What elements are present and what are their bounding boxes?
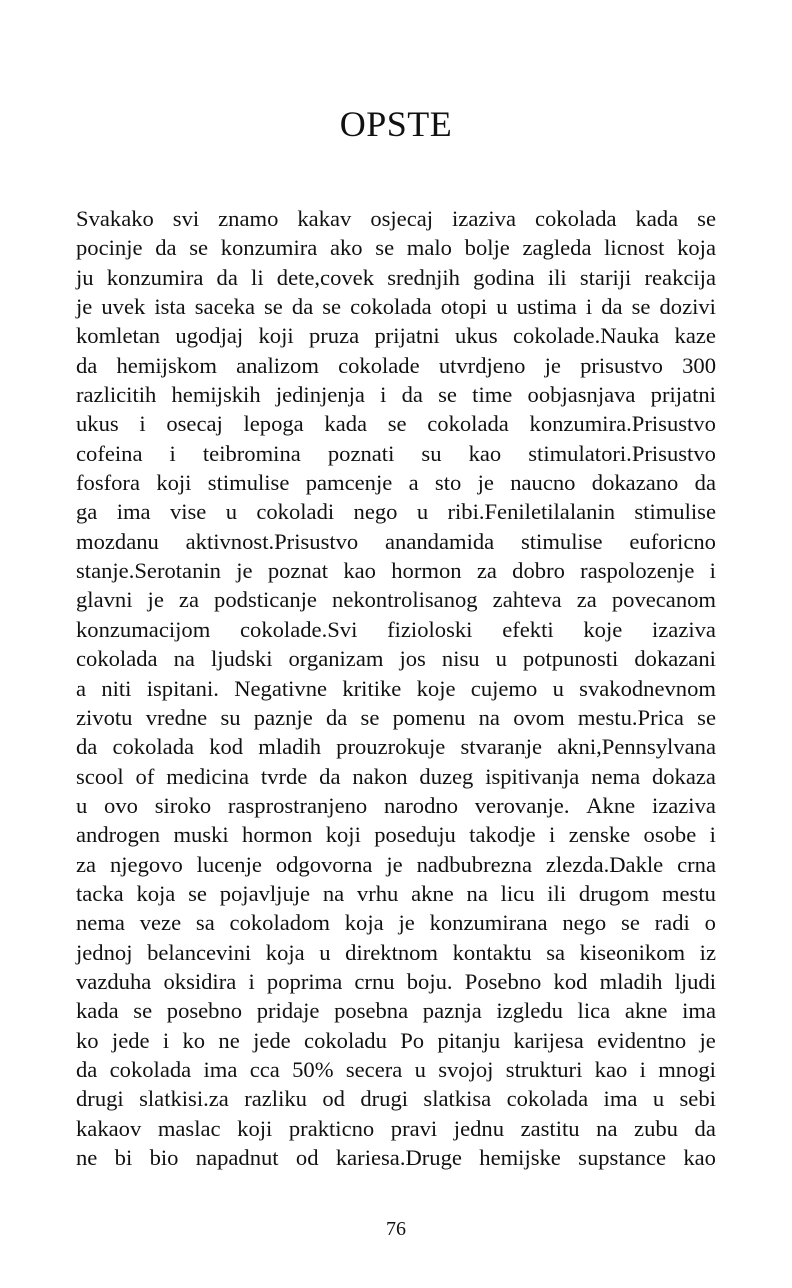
text-line: zivotu vredne su paznje da se pomenu na ovom mestu.Prica se xyxy=(76,704,716,730)
text-line: Svakako svi znamo kakav osjecaj izaziva cokolada kada se xyxy=(76,206,716,231)
text-line: je uvek ista saceka se da se cokolada otopi u ustima i da se dozivi xyxy=(76,294,716,320)
body-paragraph xyxy=(76,204,716,1172)
text-line: razlicitih hemijskih jedinjenja i da se time oobjasnjava prijatni xyxy=(76,382,716,408)
page-number: 76 xyxy=(386,1218,406,1240)
text-line: vazduha oksidira i poprima crnu boju. Posebno kod mladih ljudi xyxy=(76,968,716,994)
text-line: komletan ugodjaj koji pruza prijatni ukus cokolade.Nauka kaze xyxy=(76,323,716,349)
text-line: ukus i osecaj lepoga kada se cokolada konzumira.Prisustvo xyxy=(76,411,716,437)
text-line: kakaov maslac koji prakticno pravi jednu zastitu na zubu da xyxy=(76,1115,716,1141)
text-line: konzumacijom cokolade.Svi fizioloski efekti koje izaziva xyxy=(76,616,716,642)
text-line: kada se posebno pridaje posebna paznja izgledu lica akne ima xyxy=(76,998,716,1024)
text-line: ne bi bio napadnut od kariesa.Druge hemijske supstance kao xyxy=(76,1145,716,1170)
text-line: scool of medicina tvrde da nakon duzeg ispitivanja nema dokaza xyxy=(76,763,716,789)
text-line: ga ima vise u cokoladi nego u ribi.Feniletilalanin stimulise xyxy=(76,499,716,525)
text-line: androgen muski hormon koji poseduju takodje i zenske osobe i xyxy=(76,822,716,848)
text-line: cofeina i teibromina poznati su kao stimulatori.Prisustvo xyxy=(76,440,716,466)
text-line: da cokolada ima cca 50% secera u svojoj strukturi kao i mnogi xyxy=(76,1056,716,1082)
text-line: mozdanu aktivnost.Prisustvo anandamida stimulise euforicno xyxy=(76,528,716,554)
text-line: drugi slatkisi.za razliku od drugi slatkisa cokolada ima u sebi xyxy=(76,1086,716,1112)
text-line: ju konzumira da li dete,covek srednjih godina ili stariji reakcija xyxy=(76,264,716,290)
text-line: fosfora koji stimulise pamcenje a sto je naucno dokazano da xyxy=(76,470,716,496)
text-line: da cokolada kod mladih prouzrokuje stvaranje akni,Pennsylvana xyxy=(76,734,716,760)
text-line: nema veze sa cokoladom koja je konzumirana nego se radi o xyxy=(76,910,716,936)
text-line: cokolada na ljudski organizam jos nisu u potpunosti dokazani xyxy=(76,646,716,672)
text-line: da hemijskom analizom cokolade utvrdjeno je prisustvo 300 xyxy=(76,352,716,378)
text-line: tacka koja se pojavljuje na vrhu akne na licu ili drugom mestu xyxy=(76,880,716,906)
text-line: a niti ispitani. Negativne kritike koje cujemo u svakodnevnom xyxy=(76,675,716,701)
text-line: za njegovo lucenje odgovorna je nadbubrezna zlezda.Dakle crna xyxy=(76,851,716,877)
text-line: jednoj belancevini koja u direktnom kontaktu sa kiseonikom iz xyxy=(76,939,716,965)
text-line: glavni je za podsticanje nekontrolisanog zahteva za povecanom xyxy=(76,587,716,613)
text-line: pocinje da se konzumira ako se malo bolje zagleda licnost koja xyxy=(76,235,716,261)
text-line: ko jede i ko ne jede cokoladu Po pitanju karijesa evidentno je xyxy=(76,1027,716,1053)
text-line: u ovo siroko rasprostranjeno narodno verovanje. Akne izaziva xyxy=(76,792,716,818)
text-line: stanje.Serotanin je poznat kao hormon za dobro raspolozenje i xyxy=(76,558,716,584)
page-title: OPSTE xyxy=(339,104,453,144)
